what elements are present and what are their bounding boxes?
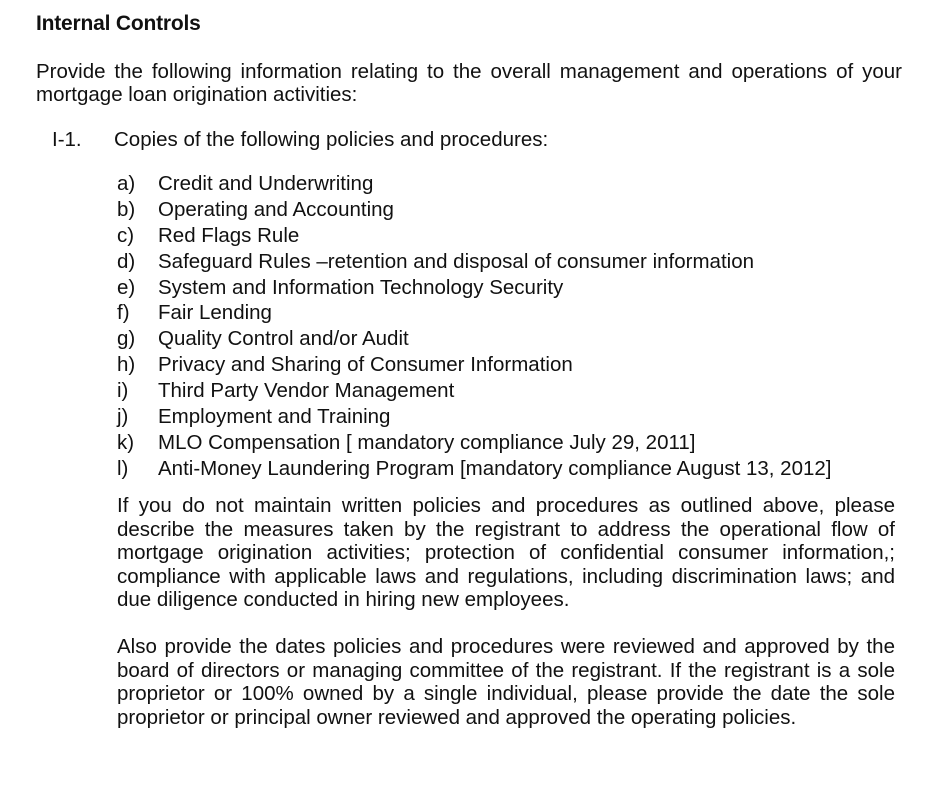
list-item-letter: e) bbox=[117, 275, 136, 299]
list-item bbox=[117, 352, 907, 378]
list-item bbox=[117, 326, 907, 352]
item-heading bbox=[52, 128, 912, 152]
list-item-text: MLO Compensation [ mandatory compliance July 29, 2011] bbox=[158, 430, 696, 454]
list-item-text: Anti-Money Laundering Program [mandatory compliance August 13, 2012] bbox=[158, 456, 832, 480]
item-number: I-1. bbox=[52, 128, 82, 151]
list-item-text: Red Flags Rule bbox=[158, 223, 300, 247]
list-item-letter: l) bbox=[117, 456, 129, 480]
list-item-letter: b) bbox=[117, 197, 136, 221]
list-item-text: Third Party Vendor Management bbox=[158, 379, 455, 403]
list-item-text: Quality Control and/or Audit bbox=[158, 327, 409, 351]
list-item-letter: i) bbox=[117, 379, 129, 403]
list-item bbox=[117, 249, 907, 275]
list-item-text: Safeguard Rules –retention and disposal of consumer information bbox=[158, 249, 754, 273]
list-item bbox=[117, 171, 907, 197]
list-item-text: Privacy and Sharing of Consumer Information bbox=[158, 353, 573, 377]
list-item bbox=[117, 404, 907, 430]
list-item bbox=[117, 378, 907, 404]
list-item-letter: a) bbox=[117, 172, 136, 195]
instructions-paragraph: If you do not maintain written policies and procedures as outlined above, please describe the measures taken by the registrant to address the operational flow of mortgage origination activities; protection of confidential consumer information,; compliance with applicable laws and regulations, including discrimination laws; and due diligence conducted in hiring new employees. bbox=[117, 494, 895, 611]
section-heading: Internal Controls bbox=[36, 12, 201, 35]
list-item-letter: g) bbox=[117, 327, 136, 351]
list-item-letter: f) bbox=[117, 301, 130, 325]
list-item-letter: k) bbox=[117, 430, 135, 454]
list-item-letter: h) bbox=[117, 353, 136, 377]
list-item-letter: d) bbox=[117, 249, 136, 273]
list-item-text: System and Information Technology Security bbox=[158, 275, 564, 299]
list-item-text: Fair Lending bbox=[158, 301, 272, 325]
list-item bbox=[117, 300, 907, 326]
list-item bbox=[117, 456, 907, 482]
list-item-text: Credit and Underwriting bbox=[158, 172, 374, 195]
list-item-text: Employment and Training bbox=[158, 405, 391, 429]
intro-paragraph: Provide the following information relating to the overall management and operations of your mortgage loan origination activities: bbox=[36, 60, 902, 106]
list-item-letter: c) bbox=[117, 223, 135, 247]
list-item-letter: j) bbox=[117, 405, 129, 429]
list-item bbox=[117, 223, 907, 249]
review-dates-paragraph: Also provide the dates policies and procedures were reviewed and approved by the board of directors or managing committee of the registrant. If the registrant is a sole proprietor or 100% owned by a single individual, please provide the date the sole proprietor or principal owner reviewed and approved the operating policies. bbox=[117, 635, 895, 729]
item-title: Copies of the following policies and procedures: bbox=[114, 128, 549, 151]
list-item bbox=[117, 197, 907, 223]
policy-list bbox=[117, 171, 907, 482]
list-item bbox=[117, 275, 907, 301]
list-item-text: Operating and Accounting bbox=[158, 197, 394, 221]
list-item bbox=[117, 430, 907, 456]
